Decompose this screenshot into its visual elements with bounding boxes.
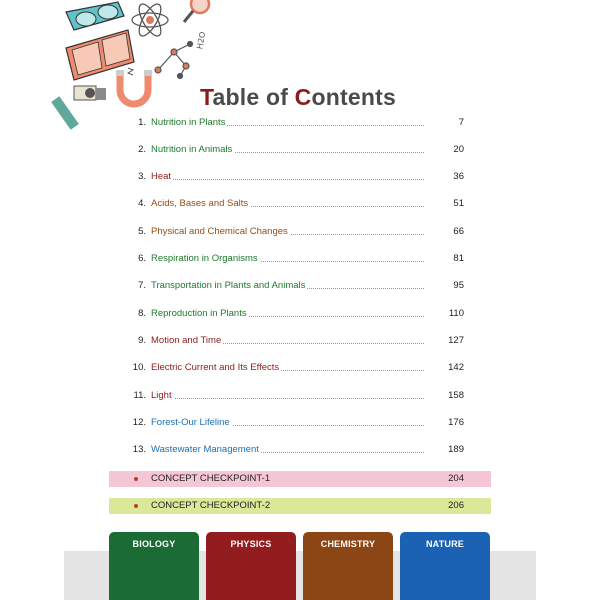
page-title: Table of Contents bbox=[200, 84, 396, 110]
microscope-icon bbox=[51, 86, 106, 130]
toc-row[interactable] bbox=[110, 333, 490, 349]
toc-row[interactable] bbox=[110, 115, 490, 131]
chapter-title[interactable]: Electric Current and Its Effects bbox=[151, 360, 281, 376]
chapter-number: 10. bbox=[132, 362, 146, 373]
page-number: 51 bbox=[424, 196, 464, 212]
atom-icon bbox=[132, 1, 168, 39]
page-number: 81 bbox=[424, 251, 464, 267]
toc-row[interactable] bbox=[110, 306, 490, 322]
tab-physics[interactable]: PHYSICS bbox=[206, 532, 296, 600]
chapter-number: 2. bbox=[138, 144, 146, 155]
page-number: 189 bbox=[424, 442, 464, 458]
checkpoint-title: CONCEPT CHECKPOINT-1 bbox=[151, 473, 271, 484]
toc-row[interactable] bbox=[110, 224, 490, 240]
chapter-number: 5. bbox=[138, 226, 146, 237]
chapter-number: 12. bbox=[132, 417, 146, 428]
chapter-number: 1. bbox=[138, 117, 146, 128]
toc-row[interactable] bbox=[110, 196, 490, 212]
tab-nature[interactable]: NATURE bbox=[400, 532, 490, 600]
page-number: 176 bbox=[424, 415, 464, 431]
toc-row[interactable] bbox=[110, 251, 490, 267]
bullet-icon bbox=[134, 504, 138, 508]
chapter-title[interactable]: Nutrition in Plants bbox=[151, 115, 227, 131]
chapter-number: 8. bbox=[138, 308, 146, 319]
tab-chemistry[interactable]: CHEMISTRY bbox=[303, 532, 393, 600]
toc-row[interactable] bbox=[110, 142, 490, 158]
chapter-title[interactable]: Motion and Time bbox=[151, 333, 223, 349]
page-number: 206 bbox=[448, 500, 464, 511]
chapter-title[interactable]: Wastewater Management bbox=[151, 442, 261, 458]
chapter-title[interactable]: Heat bbox=[151, 169, 173, 185]
dot-leader bbox=[151, 179, 462, 180]
goggles-icon bbox=[66, 2, 124, 30]
toc-row[interactable] bbox=[110, 360, 490, 376]
concept-checkpoint-1[interactable] bbox=[109, 471, 491, 487]
bullet-icon bbox=[134, 477, 138, 481]
chapter-title[interactable]: Forest-Our Lifeline bbox=[151, 415, 232, 431]
chapter-number: 11. bbox=[133, 390, 146, 401]
chapter-number: 13. bbox=[132, 444, 146, 455]
toc-row[interactable] bbox=[110, 388, 490, 404]
page-number: 127 bbox=[424, 333, 464, 349]
page-number: 20 bbox=[424, 142, 464, 158]
toc-row[interactable] bbox=[110, 442, 490, 458]
chapter-title[interactable]: Respiration in Organisms bbox=[151, 251, 260, 267]
molecule-icon bbox=[155, 42, 193, 79]
chapter-title[interactable]: Light bbox=[151, 388, 174, 404]
page-number: 110 bbox=[424, 306, 464, 322]
page-number: 204 bbox=[448, 473, 464, 484]
chapter-number: 3. bbox=[138, 171, 146, 182]
chapter-title[interactable]: Physical and Chemical Changes bbox=[151, 224, 290, 240]
toc-row[interactable] bbox=[110, 278, 490, 294]
h2o-label: H2O bbox=[195, 31, 208, 50]
magnifier-icon bbox=[184, 0, 209, 22]
magnet-icon bbox=[116, 68, 152, 104]
chapter-number: 9. bbox=[138, 335, 146, 346]
concept-checkpoint-2[interactable] bbox=[109, 498, 491, 514]
tab-biology[interactable]: BIOLOGY bbox=[109, 532, 199, 600]
chapter-title[interactable]: Transportation in Plants and Animals bbox=[151, 278, 307, 294]
toc-row[interactable] bbox=[110, 415, 490, 431]
page-number: 95 bbox=[424, 278, 464, 294]
chapter-title[interactable]: Nutrition in Animals bbox=[151, 142, 234, 158]
page-number: 158 bbox=[424, 388, 464, 404]
page-number: 7 bbox=[424, 115, 464, 131]
chapter-number: 6. bbox=[138, 253, 146, 264]
page-number: 66 bbox=[424, 224, 464, 240]
dot-leader bbox=[151, 398, 462, 399]
checkpoint-title: CONCEPT CHECKPOINT-2 bbox=[151, 500, 271, 511]
chapter-title[interactable]: Reproduction in Plants bbox=[151, 306, 249, 322]
chapter-title[interactable]: Acids, Bases and Salts bbox=[151, 196, 250, 212]
page-number: 36 bbox=[424, 169, 464, 185]
chapter-number: 4. bbox=[138, 198, 146, 209]
page-number: 142 bbox=[424, 360, 464, 376]
toc-row[interactable] bbox=[110, 169, 490, 185]
chapter-number: 7. bbox=[138, 280, 146, 291]
